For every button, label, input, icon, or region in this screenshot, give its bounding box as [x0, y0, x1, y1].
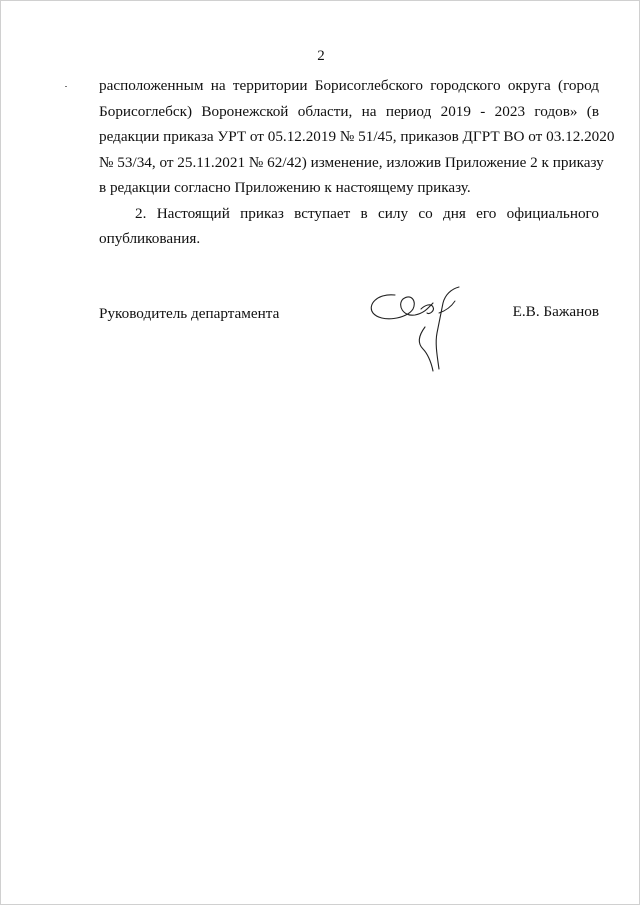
document-body [99, 73, 615, 252]
paragraph-1-line-1: расположенным на территории Борисоглебского городского округа (город [99, 77, 599, 94]
scan-speck [65, 86, 67, 87]
signer-name: Е.В. Бажанов [512, 303, 599, 320]
paragraph-1-line-2: Борисоглебск) Воронежской области, на период 2019 - 2023 годов» (в [99, 102, 599, 120]
paragraph-2-line-2: опубликования. [99, 230, 201, 247]
paragraph-1-line-3: редакции приказа УРТ от 05.12.2019 № 51/45, приказов ДГРТ ВО от 03.12.2020 [99, 128, 615, 145]
page-number: 2 [317, 48, 325, 64]
paragraph-1-line-5: в редакции согласно Приложению к настоящему приказу. [99, 179, 471, 196]
paragraph-1-line-4: № 53/34, от 25.11.2021 № 62/42) изменение, изложив Приложение 2 к приказу [99, 153, 604, 171]
paragraph-2-line-1: 2. Настоящий приказ вступает в силу со дня его официального [135, 204, 599, 222]
handwritten-signature [367, 283, 477, 378]
signer-position: Руководитель департамента [99, 305, 280, 322]
